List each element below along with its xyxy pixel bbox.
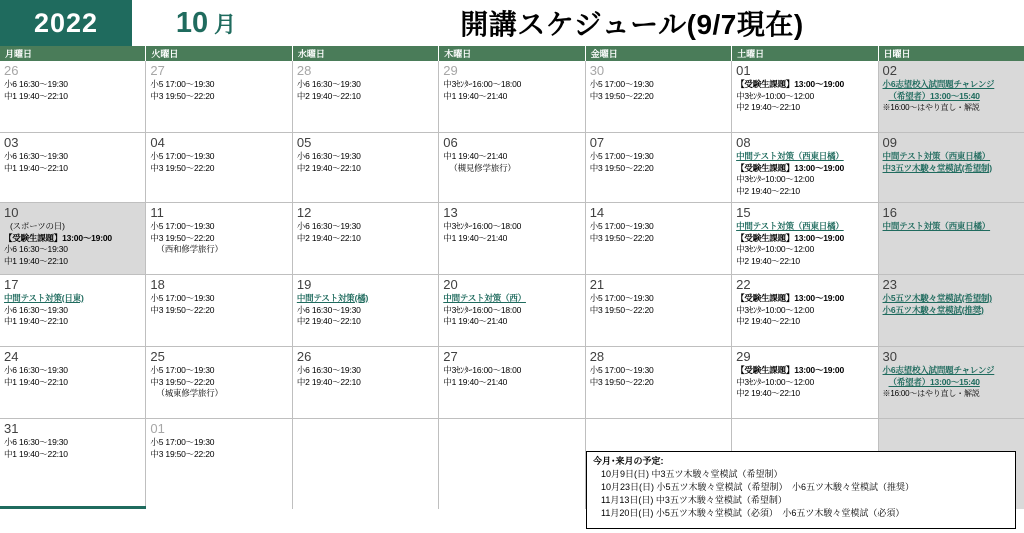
calendar-day-cell[interactable] xyxy=(0,61,146,133)
weekday-fri: 金曜日 xyxy=(586,46,732,61)
day-event: 中3 19:50〜22:20 xyxy=(589,376,654,387)
calendar-day-cell[interactable] xyxy=(0,133,146,203)
day-event: 中1 19:40〜22:10 xyxy=(4,316,68,326)
day-event: 中間テスト対策（西東日橘） xyxy=(882,221,991,231)
day-event: 【受験生課題】13:00〜19:00 xyxy=(736,365,844,375)
day-event: 中3 19:50〜22:20 xyxy=(589,304,654,315)
note-line: 11月13日(日) 中3五ツ木駿々堂模試（希望制） xyxy=(601,495,787,505)
day-number: 30 xyxy=(589,63,605,78)
day-number: 28 xyxy=(296,63,312,78)
day-event: 中2 19:40〜22:10 xyxy=(736,316,800,326)
day-event: 中3 19:50〜22:20 xyxy=(589,90,654,101)
day-number: 23 xyxy=(882,277,897,292)
month-badge xyxy=(132,0,280,46)
calendar-day-cell[interactable] xyxy=(879,133,1024,203)
day-event: 【受験生課題】13:00〜19:00 xyxy=(736,232,844,243)
calendar-day-cell[interactable] xyxy=(586,133,732,203)
calendar-day-cell[interactable] xyxy=(439,203,585,275)
day-event: 中3 19:50〜22:20 xyxy=(589,162,654,173)
day-event: 中1 19:40〜21:40 xyxy=(443,232,508,243)
day-number: 02 xyxy=(882,63,897,78)
calendar-day-cell[interactable] xyxy=(0,203,146,275)
day-event: 小6 16:30〜19:30 xyxy=(4,365,68,375)
calendar-day-cell[interactable] xyxy=(879,347,1024,419)
day-number: 13 xyxy=(443,205,458,220)
day-event: 中1 19:40〜22:10 xyxy=(4,255,68,266)
day-event: 小5 17:00〜19:30 xyxy=(150,221,215,231)
day-event: 中3 19:50〜22:20 xyxy=(589,232,654,243)
day-event: （希望者）13:00〜15:40 xyxy=(888,376,980,387)
day-event: 中3ｾﾝﾀｰ16:00〜18:00 xyxy=(443,79,522,89)
day-event: 中1 19:40〜22:10 xyxy=(4,448,68,459)
day-event: 小5 17:00〜19:30 xyxy=(589,365,654,375)
calendar-day-cell[interactable] xyxy=(146,347,292,419)
day-number: 16 xyxy=(882,205,897,220)
day-event: 小5 17:00〜19:30 xyxy=(589,151,654,161)
day-event: 小6 16:30〜19:30 xyxy=(4,244,68,254)
day-number: 07 xyxy=(589,135,605,150)
weekday-tue: 火曜日 xyxy=(146,46,292,61)
note-line: 11月20日(日) 小5五ツ木駿々堂模試（必須） 小6五ツ木駿々堂模試（必須） xyxy=(601,508,905,518)
weekday-mon: 月曜日 xyxy=(0,46,146,61)
day-number: 05 xyxy=(296,135,312,150)
calendar-day-cell[interactable] xyxy=(586,347,732,419)
day-event: 中3 19:50〜22:20 xyxy=(150,448,215,459)
month-number: 10 xyxy=(175,6,209,39)
calendar-day-cell[interactable] xyxy=(732,203,878,275)
day-number: 21 xyxy=(589,277,605,292)
day-event: 中1 19:40〜21:40 xyxy=(443,316,508,326)
calendar-week-row xyxy=(0,275,1024,347)
day-number: 28 xyxy=(589,349,605,364)
calendar-day-cell[interactable] xyxy=(0,419,146,509)
calendar-day-cell[interactable] xyxy=(0,347,146,419)
day-number: 11 xyxy=(150,205,164,220)
day-event: 小6 16:30〜19:30 xyxy=(4,79,68,89)
day-event: 【受験生課題】13:00〜19:00 xyxy=(736,79,844,89)
day-number: 06 xyxy=(443,135,458,150)
day-number: 27 xyxy=(443,349,458,364)
day-event: 中3ｾﾝﾀｰ10:00〜12:00 xyxy=(736,376,814,387)
day-event: （城東修学旅行） xyxy=(156,388,223,398)
day-event: 中3 19:50〜22:20 xyxy=(150,304,215,315)
weekday-sun: 日曜日 xyxy=(879,46,1024,61)
calendar-week-row xyxy=(0,61,1024,133)
day-number: 14 xyxy=(589,205,605,220)
day-event: 中2 19:40〜22:10 xyxy=(296,162,361,173)
calendar-day-cell[interactable] xyxy=(293,275,439,347)
day-event: （希望者）13:00〜15:40 xyxy=(888,90,980,101)
page-title: 開講スケジュール(9/7現在) xyxy=(460,9,804,40)
day-event: 【受験生課題】13:00〜19:00 xyxy=(736,162,844,173)
calendar-day-cell[interactable] xyxy=(293,133,439,203)
day-event: 中3ｾﾝﾀｰ10:00〜12:00 xyxy=(736,90,814,101)
note-line: 10月9日(日) 中3五ツ木駿々堂模試（希望制） xyxy=(601,469,783,479)
day-event: 小6 16:30〜19:30 xyxy=(296,365,361,375)
day-number: 10 xyxy=(4,205,19,220)
day-event: 小6 16:30〜19:30 xyxy=(296,221,361,231)
day-event: 中1 19:40〜22:10 xyxy=(4,162,68,173)
day-event: 中3五ツ木駿々堂模試(希望制) xyxy=(882,162,992,173)
note-title: 今月･来月の予定: xyxy=(593,456,664,466)
day-event: 小6 16:30〜19:30 xyxy=(4,151,68,161)
day-event: 小6 16:30〜19:30 xyxy=(296,304,361,315)
calendar-day-cell[interactable] xyxy=(0,275,146,347)
day-event: 中間テスト対策（西東日橘） xyxy=(736,151,844,161)
day-event: 中1 19:40〜22:10 xyxy=(4,90,68,101)
calendar-day-cell[interactable] xyxy=(146,61,292,133)
day-event: 中2 19:40〜22:10 xyxy=(736,255,800,266)
calendar-day-cell[interactable] xyxy=(146,203,292,275)
day-event: 中3 19:50〜22:20 xyxy=(150,90,215,101)
day-event: 小5 17:00〜19:30 xyxy=(589,79,654,89)
calendar-grid xyxy=(0,61,1024,509)
day-event: 中3ｾﾝﾀｰ16:00〜18:00 xyxy=(443,221,522,231)
day-number: 04 xyxy=(150,135,165,150)
day-event: ※16:00〜はやり直し・解説 xyxy=(882,389,980,398)
calendar-day-cell[interactable] xyxy=(586,275,732,347)
day-number: 01 xyxy=(150,421,165,436)
day-number: 26 xyxy=(4,63,19,78)
calendar-day-cell[interactable] xyxy=(439,347,585,419)
day-event: 中1 19:40〜21:40 xyxy=(443,151,508,161)
day-event: 中3 19:50〜22:20 xyxy=(150,376,215,387)
calendar-day-cell[interactable] xyxy=(732,61,878,133)
day-event: ※16:00〜はやり直し・解説 xyxy=(882,103,980,112)
calendar-day-cell[interactable] xyxy=(879,275,1024,347)
day-event: 小5 17:00〜19:30 xyxy=(150,293,215,303)
day-number: 29 xyxy=(443,63,458,78)
calendar-day-cell[interactable] xyxy=(293,203,439,275)
day-event: 【受験生課題】13:00〜19:00 xyxy=(4,232,112,243)
calendar-day-cell[interactable] xyxy=(439,61,585,133)
day-event: 中3ｾﾝﾀｰ16:00〜18:00 xyxy=(443,304,522,315)
calendar-day-cell[interactable] xyxy=(293,61,439,133)
day-event: 小5 17:00〜19:30 xyxy=(150,437,215,447)
day-event: 小5 17:00〜19:30 xyxy=(150,365,215,375)
day-event: 中3 19:50〜22:20 xyxy=(150,232,215,243)
calendar-day-cell[interactable] xyxy=(146,133,292,203)
weekday-sat: 土曜日 xyxy=(732,46,878,61)
day-number: 29 xyxy=(736,349,751,364)
month-kanji: 月 xyxy=(214,11,237,37)
day-number: 27 xyxy=(150,63,165,78)
day-event: 中2 19:40〜22:10 xyxy=(296,232,361,243)
calendar-day-cell[interactable] xyxy=(732,347,878,419)
calendar-day-cell[interactable] xyxy=(732,275,878,347)
day-event: 中2 19:40〜22:10 xyxy=(296,376,361,387)
day-event: 中1 19:40〜22:10 xyxy=(4,376,68,387)
calendar-day-cell[interactable] xyxy=(879,61,1024,133)
day-event: 小6志望校入試問題チャレンジ xyxy=(882,365,995,375)
year-badge: 2022 xyxy=(0,0,132,46)
day-event: 小6 16:30〜19:30 xyxy=(296,79,361,89)
day-number: 20 xyxy=(443,277,458,292)
day-event: 小6 16:30〜19:30 xyxy=(296,151,361,161)
day-number: 08 xyxy=(736,135,751,150)
day-event: 小5 17:00〜19:30 xyxy=(589,221,654,231)
day-event: 【受験生課題】13:00〜19:00 xyxy=(736,293,844,303)
day-event: 中間テスト対策（西東日橘） xyxy=(736,221,844,231)
day-event: 中2 19:40〜22:10 xyxy=(736,185,800,196)
day-event: 小6 16:30〜19:30 xyxy=(4,437,68,447)
day-event: 中2 19:40〜22:10 xyxy=(296,316,361,326)
day-number: 25 xyxy=(150,349,165,364)
calendar-day-cell[interactable] xyxy=(439,275,585,347)
calendar-day-cell[interactable] xyxy=(732,133,878,203)
calendar-week-row xyxy=(0,203,1024,275)
weekday-wed: 水曜日 xyxy=(293,46,439,61)
day-event: 中間テスト対策（西東日橘） xyxy=(882,151,991,161)
day-number: 31 xyxy=(4,421,19,436)
day-event: 中2 19:40〜22:10 xyxy=(296,90,361,101)
calendar-day-cell[interactable] xyxy=(293,347,439,419)
day-number: 24 xyxy=(4,349,19,364)
day-event: （西和修学旅行） xyxy=(156,244,223,254)
day-number: 19 xyxy=(296,277,312,292)
day-event: 中間テスト対策(日東) xyxy=(4,293,84,303)
day-event: 中間テスト対策(橘) xyxy=(296,293,369,303)
day-number: 22 xyxy=(736,277,751,292)
day-number: 26 xyxy=(296,349,312,364)
day-event: 小6五ツ木駿々堂模試(推奨) xyxy=(882,304,984,315)
calendar-day-cell[interactable] xyxy=(586,203,732,275)
day-event: 中3ｾﾝﾀｰ10:00〜12:00 xyxy=(736,304,814,315)
day-event: 小6志望校入試問題チャレンジ xyxy=(882,79,995,89)
calendar-day-cell[interactable] xyxy=(879,203,1024,275)
day-number: 03 xyxy=(4,135,19,150)
day-event: 中2 19:40〜22:10 xyxy=(736,102,800,112)
day-event: （槻見修学旅行） xyxy=(449,162,516,173)
upcoming-schedule-note xyxy=(586,451,1016,529)
day-event: 小5 17:00〜19:30 xyxy=(589,293,654,303)
day-event: 中3ｾﾝﾀｰ16:00〜18:00 xyxy=(443,365,522,375)
day-number: 09 xyxy=(882,135,897,150)
day-number: 15 xyxy=(736,205,751,220)
calendar-day-cell[interactable] xyxy=(586,61,732,133)
day-number: 18 xyxy=(150,277,165,292)
calendar-week-row xyxy=(0,347,1024,419)
calendar-day-cell[interactable] xyxy=(146,419,292,509)
day-event: 中3ｾﾝﾀｰ10:00〜12:00 xyxy=(736,244,814,254)
day-event: 小5五ツ木駿々堂模試(希望制) xyxy=(882,293,992,303)
page-header xyxy=(0,0,1024,46)
note-line: 10月23日(日) 小5五ツ木駿々堂模試（希望制） 小6五ツ木駿々堂模試（推奨） xyxy=(601,482,915,492)
day-number: 12 xyxy=(296,205,312,220)
calendar-day-cell[interactable] xyxy=(439,419,585,509)
day-number: 17 xyxy=(4,277,19,292)
day-event: 小5 17:00〜19:30 xyxy=(150,151,215,161)
day-event: 中2 19:40〜22:10 xyxy=(736,388,800,398)
day-event: 中間テスト対策（西） xyxy=(443,293,526,303)
day-event: 中3ｾﾝﾀｰ10:00〜12:00 xyxy=(736,174,814,184)
weekday-thu: 木曜日 xyxy=(439,46,585,61)
day-number: 01 xyxy=(736,63,751,78)
weekday-header-row xyxy=(0,46,1024,61)
day-event: 中1 19:40〜21:40 xyxy=(443,376,508,387)
calendar-week-row xyxy=(0,133,1024,203)
accent-bar xyxy=(0,506,147,509)
day-event: 中3 19:50〜22:20 xyxy=(150,162,215,173)
calendar-day-cell[interactable] xyxy=(146,275,292,347)
calendar-day-cell[interactable] xyxy=(293,419,439,509)
day-event: 小5 17:00〜19:30 xyxy=(150,79,215,89)
day-event: 小6 16:30〜19:30 xyxy=(4,304,68,315)
day-number: 30 xyxy=(882,349,897,364)
day-event: 中1 19:40〜21:40 xyxy=(443,90,508,101)
day-event: (スポーツの日) xyxy=(10,221,65,231)
calendar-day-cell[interactable] xyxy=(439,133,585,203)
